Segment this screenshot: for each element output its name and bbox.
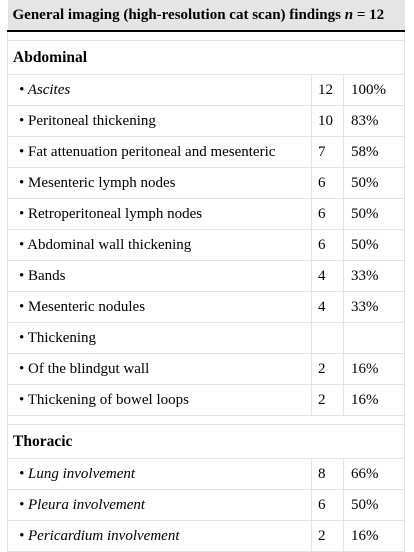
row-percent: 50% (344, 230, 405, 261)
row-count: 4 (312, 292, 344, 323)
table-header-row (8, 0, 405, 31)
row-label: • Mesenteric lymph nodes (8, 168, 312, 199)
row-percent: 66% (344, 459, 405, 490)
row-count: 2 (312, 354, 344, 385)
table-body (8, 31, 405, 552)
table-row (8, 521, 405, 552)
row-count: 10 (312, 106, 344, 137)
row-percent: 33% (344, 292, 405, 323)
row-label: • Thickening (8, 323, 312, 354)
row-count: 4 (312, 261, 344, 292)
table-row (8, 230, 405, 261)
row-count: 6 (312, 199, 344, 230)
row-label: • Fat attenuation peritoneal and mesenteric (8, 137, 312, 168)
row-count: 2 (312, 521, 344, 552)
row-count: 7 (312, 137, 344, 168)
table-row (8, 75, 405, 106)
row-percent: 16% (344, 521, 405, 552)
header-title: General imaging (high-resolution cat scan) findings (12, 6, 341, 23)
row-label: • Pleura involvement (8, 490, 312, 521)
row-count: 6 (312, 230, 344, 261)
table-row (8, 199, 405, 230)
table-row (8, 168, 405, 199)
section-label-thoracic: Thoracic (8, 425, 405, 459)
spacer-row (8, 416, 405, 425)
section-abdominal (8, 41, 405, 75)
row-percent: 50% (344, 168, 405, 199)
table-row (8, 292, 405, 323)
table-header (8, 0, 405, 31)
section-label-abdominal: Abdominal (8, 41, 405, 75)
row-label: • Ascites (8, 75, 312, 106)
row-count: 12 (312, 75, 344, 106)
row-count: 2 (312, 385, 344, 416)
row-count: 6 (312, 490, 344, 521)
findings-table-container (7, 0, 404, 552)
row-label: • Retroperitoneal lymph nodes (8, 199, 312, 230)
table-row (8, 261, 405, 292)
section-thoracic (8, 425, 405, 459)
spacer-row (8, 31, 405, 41)
row-percent: 50% (344, 199, 405, 230)
row-percent: 16% (344, 385, 405, 416)
row-label: • Peritoneal thickening (8, 106, 312, 137)
table-row (8, 459, 405, 490)
row-label: • Abdominal wall thickening (8, 230, 312, 261)
table-row (8, 385, 405, 416)
table-row (8, 106, 405, 137)
row-percent: 16% (344, 354, 405, 385)
findings-table (7, 0, 405, 552)
row-percent: 83% (344, 106, 405, 137)
row-label: • Thickening of bowel loops (8, 385, 312, 416)
row-label: • Mesenteric nodules (8, 292, 312, 323)
row-count: 8 (312, 459, 344, 490)
header-n-value: = 12 (356, 6, 385, 23)
header-n-label: n (344, 6, 354, 23)
row-percent: 58% (344, 137, 405, 168)
table-row (8, 490, 405, 521)
row-percent: 50% (344, 490, 405, 521)
row-percent (344, 323, 405, 354)
row-count: 6 (312, 168, 344, 199)
row-label: • Bands (8, 261, 312, 292)
row-label: • Lung involvement (8, 459, 312, 490)
row-label: • Of the blindgut wall (8, 354, 312, 385)
table-row (8, 323, 405, 354)
table-row (8, 354, 405, 385)
row-label: • Pericardium involvement (8, 521, 312, 552)
row-percent: 33% (344, 261, 405, 292)
table-row (8, 137, 405, 168)
row-percent: 100% (344, 75, 405, 106)
row-count (312, 323, 344, 354)
